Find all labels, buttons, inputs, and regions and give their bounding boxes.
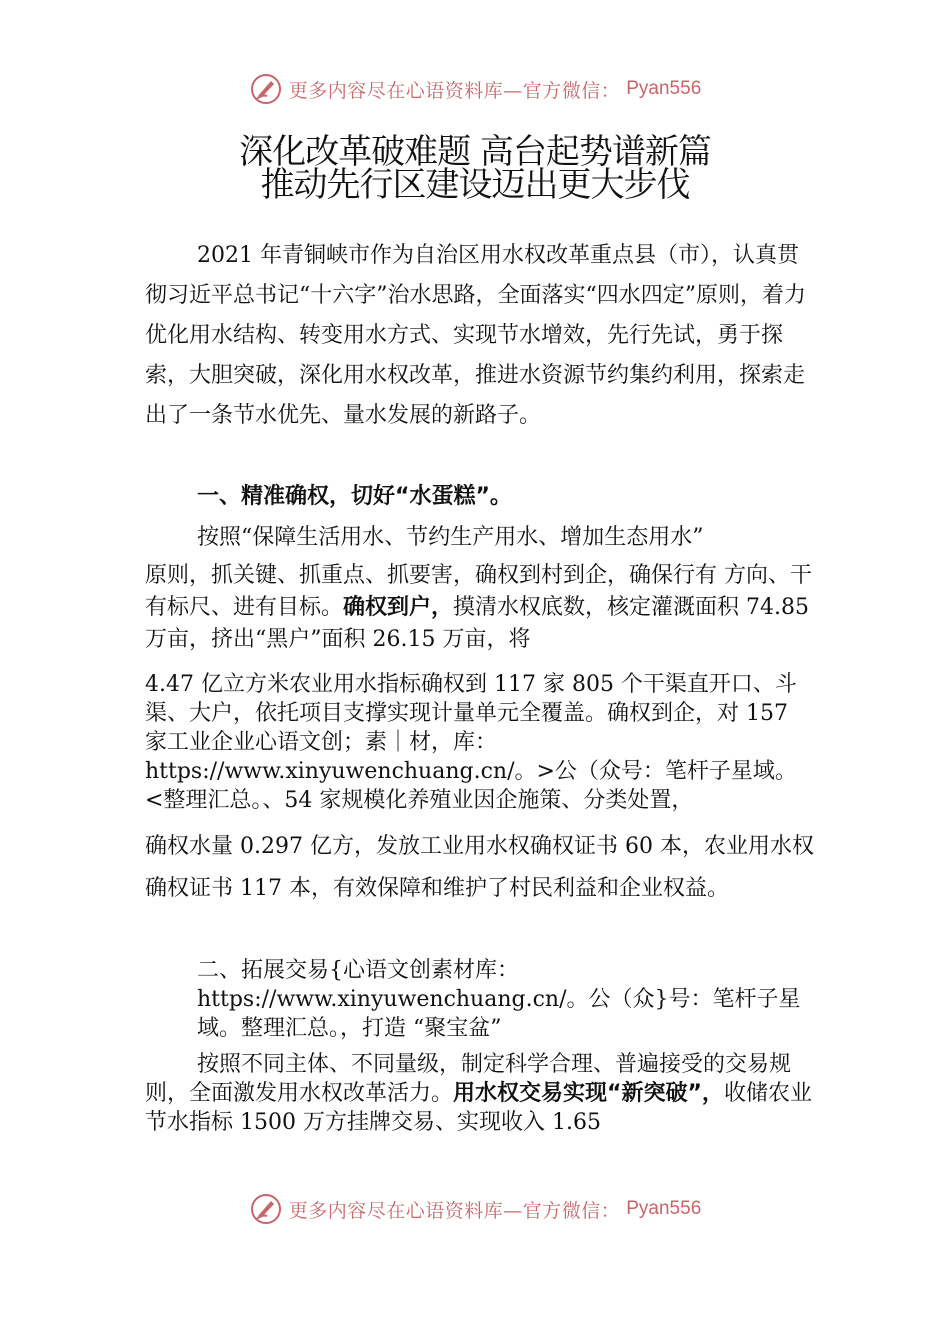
paragraph-text: 收储农业节水指标 1500 万方挂牌交易、实现收入 1.65: [145, 1081, 812, 1135]
watermark-text: 更多内容尽在心语资料库—官方微信：: [288, 79, 621, 102]
header-watermark: [0, 72, 950, 106]
bold-phrase: 用水权交易实现“新突破”，: [453, 1081, 724, 1106]
document-title-line-2: 推动先行区建设迈出更大步伐: [260, 165, 690, 205]
paragraph-principle: 按照“保障生活用水、节约生产用水、增加生态用水”: [197, 525, 704, 550]
bold-phrase: 确权到户，: [343, 595, 454, 620]
watermark-wechat-id: Pyan556: [626, 78, 702, 99]
document-title-line-1: 深化改革破难题 高台起势谱新篇: [239, 132, 711, 172]
paragraph-enterprise-rights: 4.47 亿立方米农业用水指标确权到 117 家 805 个干渠直开口、斗渠、大户，依托项目支撑实现计量单元全覆盖。确权到企，对 157 家工业企业心语文创；素｜材，库：https://www.xinyuwenchuang.cn/。>公（众号：笔杆子星域。<整理汇总。、54 家规模化养殖业因企施策、分类处置，: [145, 672, 797, 813]
paragraph-text: 摸清水权底数，核定灌溉面积 74.85 万亩，挤出“黑户”面积 26.15 万亩，将: [145, 595, 810, 652]
pen-nib-logo-icon: [249, 1192, 283, 1226]
section-heading-2: 二、拓展交易{心语文创素材库：https://www.xinyuwenchuang.cn/。公（众}号：笔杆子星域。整理汇总。，打造 “聚宝盆”: [197, 958, 801, 1041]
paragraph-text: 原则，抓关键、抓重点、抓要害，确权到村到企，确保行有 方向、干有标尺、进有目标。: [145, 563, 812, 620]
paragraph-intro: 2021 年青铜峡市作为自治区用水权改革重点县（市），认真贯彻习近平总书记“十六字”治水思路，全面落实“四水四定”原则，着力优化用水结构、转变用水方式、实现节水增效，先行先试，勇于探索，大胆突破，深化用水权改革，推进水资源节约集约利用，探索走出了一条节水优先、量水发展的新路子。: [145, 243, 806, 428]
paragraph-certificates: 确权水量 0.297 亿方，发放工业用水权确权证书 60 本，农业用水权确权证书 117 本，有效保障和维护了村民利益和企业权益。: [145, 834, 814, 901]
pen-nib-logo-icon: [249, 72, 283, 106]
paragraph-text: 按照不同主体、不同量级，制定科学合理、普遍接受的交易规则，全面激发用水权改革活力。: [145, 1052, 792, 1106]
watermark-text: 更多内容尽在心语资料库—官方微信：: [288, 1199, 621, 1222]
paragraph-trading: [145, 1050, 815, 1137]
watermark-wechat-id: Pyan556: [626, 1198, 702, 1219]
section-heading-1: 一、精准确权，切好“水蛋糕”。: [197, 484, 512, 509]
paragraph-household-rights: [145, 560, 815, 656]
footer-watermark: [0, 1192, 950, 1226]
